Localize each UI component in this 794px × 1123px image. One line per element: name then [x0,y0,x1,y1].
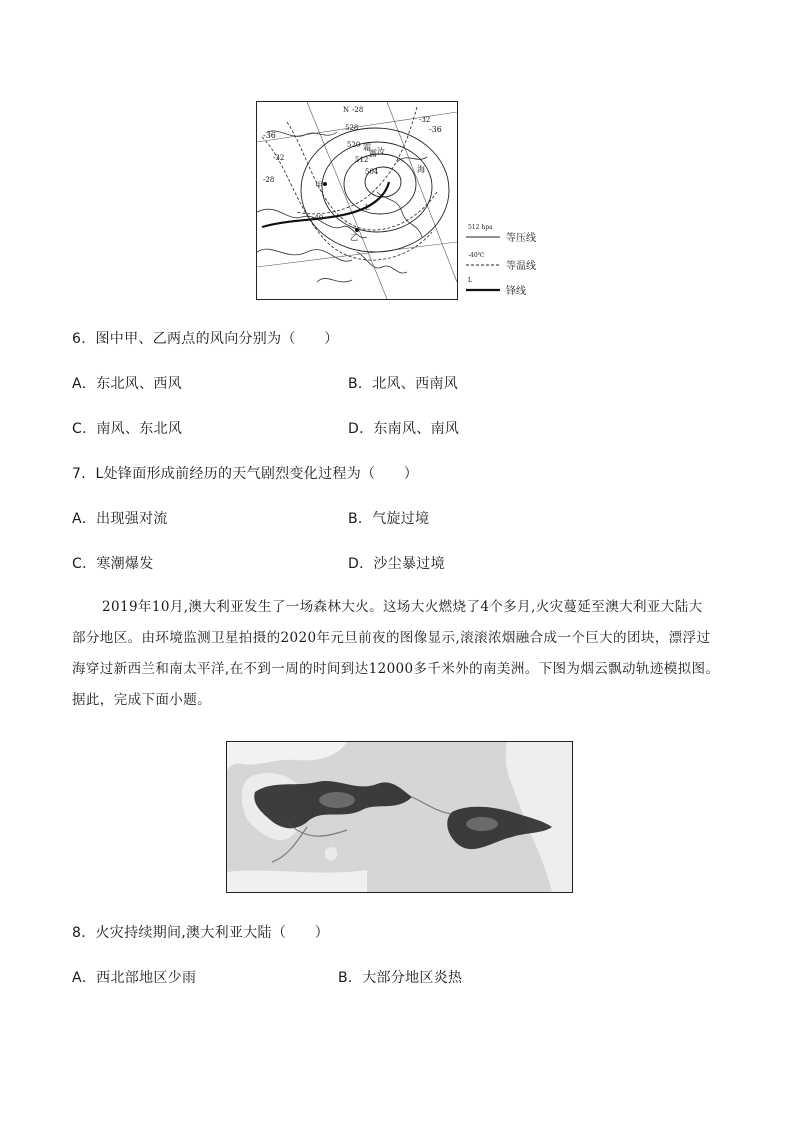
isobar-label: 512 [355,156,369,164]
q7-option-b[interactable]: B．气旋过境 [348,511,430,527]
map-text: 汝 [377,147,385,156]
legend-sample: 512 hpa [468,224,493,231]
passage-line: 海穿过新西兰和南太平洋,在不到一周的时间到达12000多千米外的南美洲。下图为烟云飘动轨迹模拟图。 [72,661,720,677]
front-l-label: L [365,204,370,212]
map-text: 海 [417,165,425,174]
q6-option-b[interactable]: B．北风、西南风 [348,376,459,392]
isotherm-label: -36 [429,125,442,134]
dashed-line-icon [466,263,502,267]
land-new-zealand [325,847,337,860]
legend-item-isotherm [466,253,576,275]
q7-option-c[interactable]: C．寒潮爆发 [72,556,154,572]
weather-map-svg [257,102,457,299]
legend-name: 等温线 [506,261,536,272]
jia-label: 甲 [315,181,323,190]
isobar-label: 504 [365,168,379,176]
isotherm-label: -40 [312,214,324,222]
solid-line-icon [466,235,502,239]
isotherm-label: -28 [352,106,364,114]
q6-option-a[interactable]: A．东北风、西风 [72,376,182,392]
q8-option-a[interactable]: A．西北部地区少雨 [72,970,197,986]
q7-option-d[interactable]: D．沙尘暴过境 [348,556,445,572]
legend-name: 锋线 [506,286,526,297]
weather-map-figure [256,101,458,300]
map-text: 露 [369,149,377,158]
isotherm-label: -28 [263,176,275,184]
isotherm-label: -32 [273,154,285,162]
land-antarctica [227,870,367,892]
legend-sample: L [468,277,472,284]
passage-line: 2019年10月,澳大利亚发生了一场森林大火。这场大火燃烧了4个多月,火灾蔓延至澳大利亚大陆大 [102,599,703,615]
q7-option-a[interactable]: A．出现强对流 [72,511,168,527]
smoke-trajectory-svg [227,742,572,892]
q6-option-d[interactable]: D．东南风、南风 [348,421,460,437]
isotherm-label: -32 [419,116,431,124]
smoke-trajectory-figure [226,741,573,893]
front-line [262,182,389,227]
question-6-stem: 6．图中甲、乙两点的风向分别为（ ） [72,331,339,347]
legend-sample: -40℃ [468,252,485,259]
north-label: N [343,106,350,114]
q8-option-b[interactable]: B．大部分地区炎热 [338,970,463,986]
passage [72,592,732,716]
yi-label: 乙 [350,233,358,242]
point-yi [355,228,359,232]
question-7-stem: 7．L处锋面形成前经历的天气剧烈变化过程为（ ） [72,466,419,482]
legend-item-isobar [466,225,576,247]
passage-line: 部分地区。由环境监测卫星拍摄的2020年元旦前夜的图像显示,滚滚浓烟融合成一个巨大的团块，漂浮过 [72,630,711,646]
legend-name: 等压线 [506,233,536,244]
map-text: 霜 [363,143,371,152]
legend-item-front [466,278,576,300]
isobar-label: 520 [347,141,361,149]
q6-option-c[interactable]: C．南风、东北风 [72,421,183,437]
question-8-stem: 8．火灾持续期间,澳大利亚大陆（ ） [72,925,330,941]
map-legend [466,225,576,300]
isobar-label: 528 [345,124,359,132]
isotherm-label: -36 [263,131,276,140]
thick-line-icon [466,288,502,292]
passage-line: 据此，完成下面小题。 [72,692,211,708]
point-jia [323,182,327,186]
